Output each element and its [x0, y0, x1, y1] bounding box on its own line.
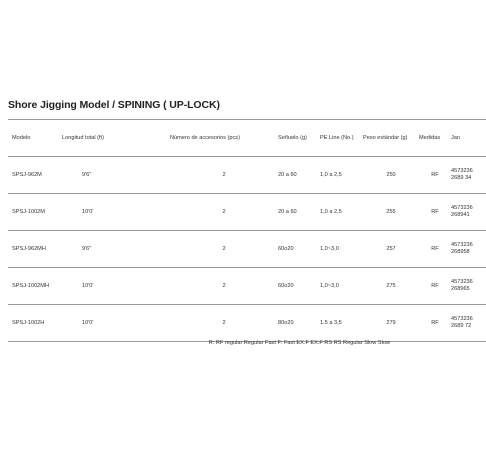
- cell-length: 10'0': [62, 268, 170, 305]
- cell-medidas: RF: [419, 305, 451, 342]
- cell-model: SPSJ-1002H: [8, 305, 62, 342]
- jan-line-2: 2689 34: [451, 175, 472, 181]
- cell-medidas: RF: [419, 194, 451, 231]
- jan-line-1: 4573236: [451, 242, 473, 248]
- table-row: [8, 268, 486, 305]
- cell-lure: 80o20: [278, 305, 320, 342]
- cell-length: 9'6": [62, 157, 170, 194]
- legend-footnote: R: RF regular Regular Fast F: Fast EX.F EX.F RS RS Regular Slow Slow: [208, 340, 390, 346]
- cell-pe-line: 1,0~3,0: [320, 268, 363, 305]
- cell-weight: 275: [363, 268, 419, 305]
- header-weight: Peso estándar (g): [363, 120, 419, 157]
- jan-line-2: 268958: [451, 249, 470, 255]
- cell-jan: [451, 305, 486, 342]
- cell-length: 10'0': [62, 305, 170, 342]
- cell-jan: [451, 194, 486, 231]
- jan-line-1: 4573236: [451, 205, 473, 211]
- jan-line-1: 4573236: [451, 316, 473, 322]
- header-pe-line: PE Line (No.): [320, 120, 363, 157]
- table-row: [8, 305, 486, 342]
- cell-pe-line: 1,0~3,0: [320, 231, 363, 268]
- cell-lure: 20 a 60: [278, 194, 320, 231]
- jan-line-1: 4573236: [451, 168, 473, 174]
- spec-table: [8, 119, 486, 342]
- cell-pe-line: 1,0 a 2,5: [320, 194, 363, 231]
- page-title: Shore Jigging Model / SPINING ( UP-LOCK): [8, 99, 220, 111]
- jan-line-2: 2689 72: [451, 323, 472, 329]
- cell-model: SPSJ-1002M: [8, 194, 62, 231]
- table-row: [8, 157, 486, 194]
- jan-line-2: 268941: [451, 212, 470, 218]
- cell-jan: [451, 268, 486, 305]
- header-pcs: Número de accesorios (pcs): [170, 120, 278, 157]
- cell-weight: 255: [363, 194, 419, 231]
- cell-length: 9'6": [62, 231, 170, 268]
- jan-line-2: 268965: [451, 286, 470, 292]
- table-row: [8, 231, 486, 268]
- cell-model: SPSJ-962MH: [8, 231, 62, 268]
- cell-pe-line: 1.5 a 3,5: [320, 305, 363, 342]
- cell-pcs: 2: [170, 231, 278, 268]
- cell-pcs: 2: [170, 268, 278, 305]
- cell-medidas: RF: [419, 231, 451, 268]
- cell-medidas: RF: [419, 157, 451, 194]
- cell-lure: 20 a 60: [278, 157, 320, 194]
- header-medidas: Medidas: [419, 120, 451, 157]
- cell-length: 10'0': [62, 194, 170, 231]
- cell-lure: 60o20: [278, 268, 320, 305]
- header-modelo: Modelo: [8, 120, 62, 157]
- cell-model: SPSJ-962M: [8, 157, 62, 194]
- table-header-row: [8, 120, 486, 157]
- table-row: [8, 194, 486, 231]
- cell-pcs: 2: [170, 157, 278, 194]
- cell-medidas: RF: [419, 268, 451, 305]
- cell-pcs: 2: [170, 305, 278, 342]
- header-length: Longitud total (ft): [62, 120, 170, 157]
- header-jan: Jan: [451, 120, 486, 157]
- cell-pcs: 2: [170, 194, 278, 231]
- cell-weight: 250: [363, 157, 419, 194]
- header-lure: Señuelo (g): [278, 120, 320, 157]
- jan-line-1: 4573236: [451, 279, 473, 285]
- cell-model: SPSJ-1002MH: [8, 268, 62, 305]
- cell-jan: [451, 157, 486, 194]
- cell-weight: 257: [363, 231, 419, 268]
- cell-jan: [451, 231, 486, 268]
- cell-pe-line: 1,0 a 2,5: [320, 157, 363, 194]
- cell-weight: 279: [363, 305, 419, 342]
- cell-lure: 60o20: [278, 231, 320, 268]
